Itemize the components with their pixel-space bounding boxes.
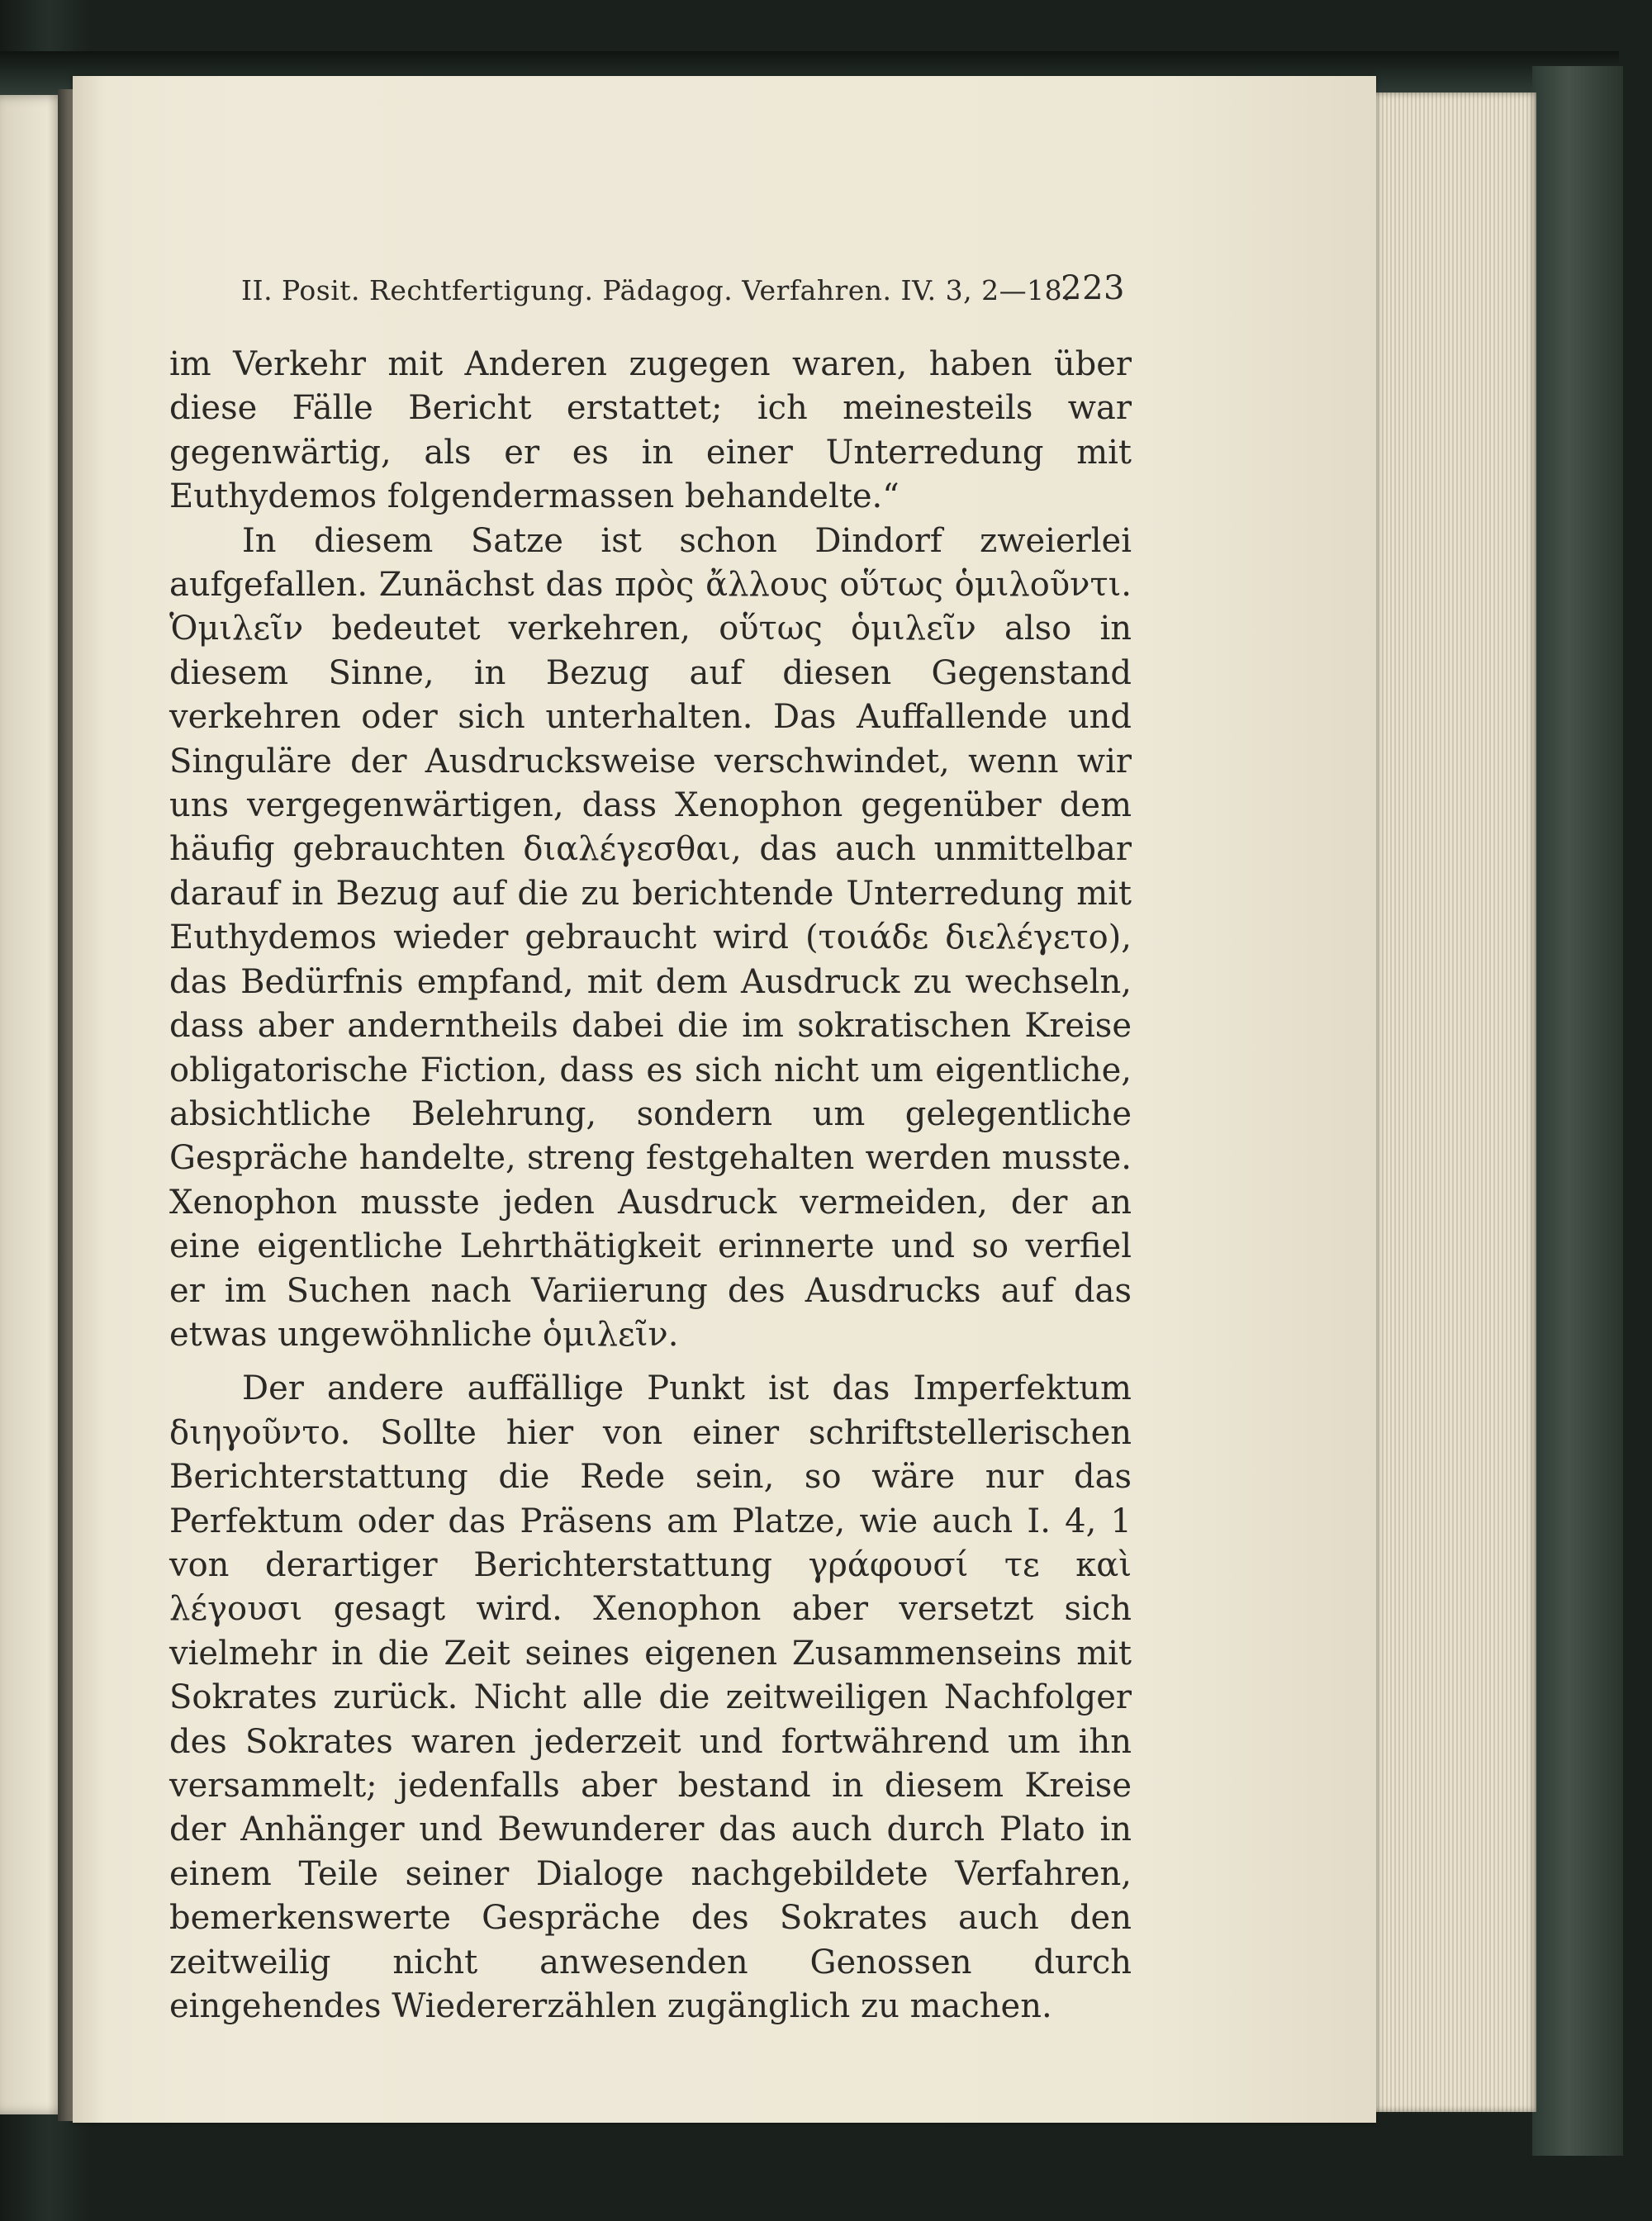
page-number: 223 <box>1061 269 1125 307</box>
running-head-title: II. Posit. Rechtfertigung. Pädagog. Verfahren. IV. 3, 2—18. <box>241 274 1072 306</box>
book-cover-right-edge <box>1532 66 1623 2156</box>
page-stack-edge <box>1371 93 1536 2112</box>
paragraph: In diesem Satze ist schon Dindorf zweierlei aufgefallen. Zunächst das πρὸς ἄλλους οὕτως ὁμιλοῦντι. Ὁμιλεῖν bedeutet verkehren, οὕτως ὁμιλεῖν also in diesem Sinne, in Bezug auf diesen Gegenstand verkehren oder sich unterhalten. Das Auffallende und Singuläre der Ausdrucksweise verschwindet, wenn wir uns vergegenwärtigen, dass Xenophon gegenüber dem häufig gebrauchten διαλέγεσθαι, das auch unmittelbar darauf in Bezug auf die zu berichtende Unterredung mit Euthydemos wieder gebraucht wird (τοιάδε διελέγετο), das Bedürfnis empfand, mit dem Ausdruck zu wechseln, dass aber anderntheils dabei die im sokratischen Kreise obligatorische Fiction, dass es sich nicht um eigentliche, absichtliche Belehrung, sondern um gelegentliche Gespräche handelte, streng festgehalten werden musste. Xenophon musste jeden Ausdruck vermeiden, der an eine eigentliche Lehrthätigkeit erinnerte und so verfiel er im Suchen nach Variierung des Ausdrucks auf das etwas ungewöhnliche ὁμιλεῖν. <box>169 521 1132 1354</box>
body-text <box>169 343 1132 2029</box>
paragraph-continuation: im Verkehr mit Anderen zugegen waren, haben über diese Fälle Bericht erstattet; ich meinesteils war gegenwärtig, als er es in einer Unterredung mit Euthydemos folgendermassen behandelte.“ <box>169 345 1132 516</box>
running-head <box>241 269 1125 311</box>
paragraph: Der andere auffällige Punkt ist das Imperfektum διηγοῦντο. Sollte hier von einer schriftstellerischen Berichterstattung die Rede sein, so wäre nur das Perfektum oder das Präsens am Platze, wie auch I. 4, 1 von derartiger Berichterstattung γράφουσί τε καὶ λέγουσι gesagt wird. Xenophon aber versetzt sich vielmehr in die Zeit seines eigenen Zusammenseins mit Sokrates zurück. Nicht alle die zeitweiligen Nachfolger des Sokrates waren jederzeit und fortwährend um ihn versammelt; jedenfalls aber bestand in diesem Kreise der Anhänger und Bewunderer das auch durch Plato in einem Teile seiner Dialoge nachgebildete Verfahren, bemerkenswerte Gespräche des Sokrates auch den zeitweilig nicht anwesenden Genossen durch eingehendes Wiedererzählen zugänglich zu machen. <box>169 1369 1132 2026</box>
